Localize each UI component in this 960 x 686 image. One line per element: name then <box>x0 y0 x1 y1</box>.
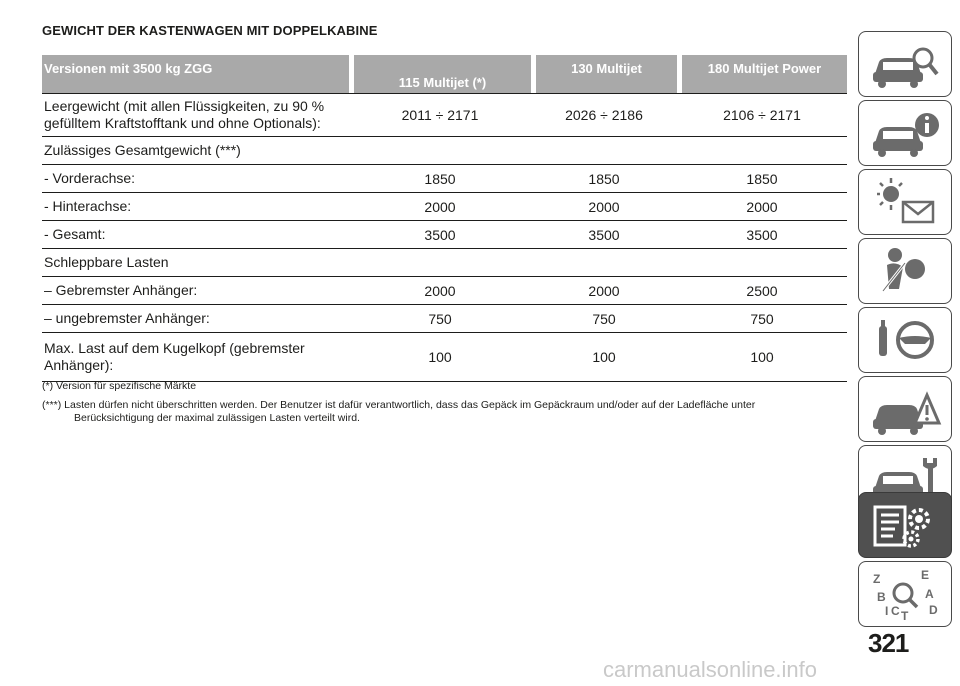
cell-value: 2000 <box>531 193 677 221</box>
nav-tab-index[interactable] <box>858 561 952 627</box>
cell-value: 100 <box>349 333 531 382</box>
table-row <box>42 221 847 249</box>
cell-value: 2000 <box>349 277 531 305</box>
table-row <box>42 137 847 165</box>
cell-value: 2000 <box>677 193 847 221</box>
specs-gear-icon <box>865 497 945 553</box>
cell-value: 3500 <box>531 221 677 249</box>
table-row <box>42 277 847 305</box>
cell-value: 2000 <box>349 193 531 221</box>
nav-tab-technical-data[interactable] <box>858 492 952 558</box>
row-label: Schleppbare Lasten <box>42 249 349 277</box>
index-letter: E <box>921 568 930 582</box>
row-label: - Vorderachse: <box>42 165 349 193</box>
page-number: 321 <box>868 628 909 658</box>
cell-value: 750 <box>677 305 847 333</box>
cell-value: 2106 ÷ 2171 <box>677 94 847 137</box>
car-info-icon <box>865 105 945 161</box>
nav-tab-safety[interactable] <box>858 238 952 304</box>
index-letter: B <box>877 590 886 604</box>
cell-value: 1850 <box>677 165 847 193</box>
header-130-multijet: 130 Multijet <box>536 55 677 94</box>
cell-value: 2500 <box>677 277 847 305</box>
index-letter: Z <box>873 572 881 586</box>
index-letter: T <box>901 609 909 622</box>
nav-tab-starting-driving[interactable] <box>858 307 952 373</box>
nav-tab-getting-to-know[interactable] <box>858 31 952 97</box>
cell-value: 750 <box>531 305 677 333</box>
index-letter: C <box>891 604 900 618</box>
cell-value: 750 <box>349 305 531 333</box>
cell-value: 1850 <box>531 165 677 193</box>
watermark: carmanualsonline.info <box>603 657 818 682</box>
row-label: - Gesamt: <box>42 221 349 249</box>
alphabetical-index-icon <box>865 566 945 622</box>
table-row <box>42 305 847 333</box>
warning-lights-icon <box>865 174 945 230</box>
cell-value: 3500 <box>677 221 847 249</box>
nav-tab-emergency[interactable] <box>858 376 952 442</box>
table-row <box>42 94 847 137</box>
cell-value: 3500 <box>349 221 531 249</box>
table-row <box>42 333 847 382</box>
weight-table <box>42 55 847 382</box>
row-label: Max. Last auf dem Kugelkopf (gebremster Anhänger): <box>42 333 349 382</box>
airbag-safety-icon <box>865 243 945 299</box>
row-label: – ungebremster Anhänger: <box>42 305 349 333</box>
row-label: Zulässiges Gesamtgewicht (***) <box>42 137 349 165</box>
header-180-multijet-power: 180 Multijet Power <box>682 55 847 94</box>
table-row <box>42 193 847 221</box>
car-search-icon <box>865 36 945 92</box>
header-versions: Versionen mit 3500 kg ZGG <box>42 55 349 94</box>
steering-wheel-icon <box>865 312 945 368</box>
index-letter: D <box>929 603 938 617</box>
table-row <box>42 165 847 193</box>
footnote-market-version: (*) Version für spezifische Märkte <box>42 380 197 392</box>
cell-value: 100 <box>677 333 847 382</box>
header-115-multijet: 115 Multijet (*) <box>354 55 531 94</box>
footnote-load-limits: (***) Lasten dürfen nicht überschritten werden. Der Benutzer ist dafür verantwortlich, dass das Gepäck im Gepäckraum und/oder auf der Ladefläche unter Berücksichtigung der maximal zulässigen Lasten verteilt wird. <box>42 399 756 424</box>
row-label: - Hinterachse: <box>42 193 349 221</box>
car-emergency-icon <box>865 381 945 437</box>
page-title: GEWICHT DER KASTENWAGEN MIT DOPPELKABINE <box>42 23 378 38</box>
row-label: Leergewicht (mit allen Flüssigkeiten, zu 90 % gefülltem Kraftstofftank und ohne Optionals): <box>42 94 349 137</box>
nav-tab-dashboard-info[interactable] <box>858 100 952 166</box>
nav-tab-warning-lights[interactable] <box>858 169 952 235</box>
index-letter: A <box>925 587 934 601</box>
cell-value: 2026 ÷ 2186 <box>531 94 677 137</box>
cell-value: 2000 <box>531 277 677 305</box>
index-letter: I <box>885 604 889 618</box>
cell-value: 100 <box>531 333 677 382</box>
cell-value: 1850 <box>349 165 531 193</box>
table-row <box>42 249 847 277</box>
row-label: – Gebremster Anhänger: <box>42 277 349 305</box>
cell-value: 2011 ÷ 2171 <box>349 94 531 137</box>
table-header-row <box>42 55 847 94</box>
